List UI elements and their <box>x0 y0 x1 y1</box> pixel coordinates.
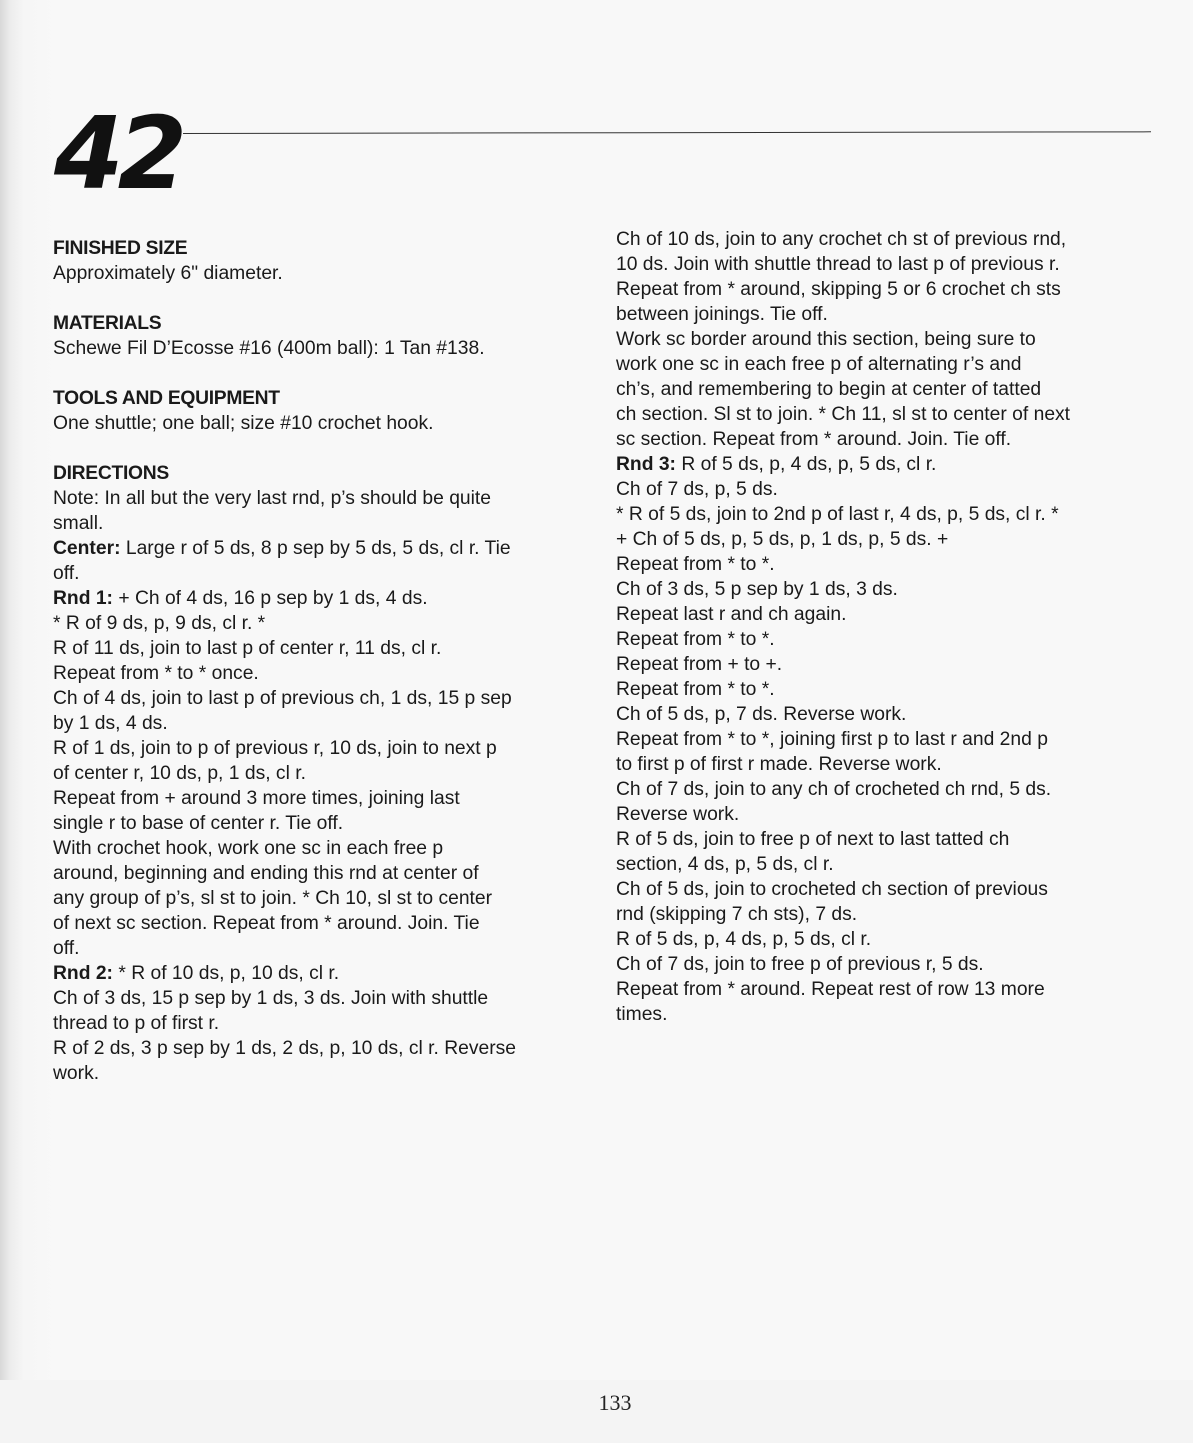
round-label: Rnd 3: <box>616 454 676 475</box>
direction-text: sc section. Repeat from * around. Join. Tie off. <box>616 429 1012 450</box>
direction-line <box>53 661 598 686</box>
direction-text: single r to base of center r. Tie off. <box>53 813 344 834</box>
direction-text: + Ch of 5 ds, p, 5 ds, p, 1 ds, p, 5 ds. + <box>616 529 949 550</box>
direction-line <box>616 377 1161 402</box>
direction-line <box>616 252 1161 277</box>
direction-line <box>53 486 598 511</box>
direction-line <box>53 586 598 611</box>
tools-section <box>53 386 598 436</box>
direction-line <box>53 1061 598 1086</box>
direction-line <box>616 852 1161 877</box>
direction-text: times. <box>616 1004 668 1025</box>
direction-line <box>616 802 1161 827</box>
tools-text: One shuttle; one ball; size #10 crochet hook. <box>53 413 434 434</box>
direction-text: R of 2 ds, 3 p sep by 1 ds, 2 ds, p, 10 ds, cl r. Reverse <box>53 1038 516 1059</box>
direction-line <box>616 777 1161 802</box>
finished-size-heading: FINISHED SIZE <box>53 238 188 259</box>
direction-line <box>616 627 1161 652</box>
direction-text: work one sc in each free p of alternating r’s and <box>616 354 1022 375</box>
direction-text: With crochet hook, work one sc in each free p <box>53 838 444 859</box>
direction-line <box>53 786 598 811</box>
direction-line <box>616 877 1161 902</box>
direction-line <box>53 711 598 736</box>
direction-text: Repeat from * around, skipping 5 or 6 crochet ch sts <box>616 279 1061 300</box>
direction-text: + Ch of 4 ds, 16 p sep by 1 ds, 4 ds. <box>112 588 428 609</box>
direction-text: Repeat from * to *. <box>616 629 775 650</box>
direction-line <box>53 961 598 986</box>
finished-size-text: Approximately 6" diameter. <box>53 263 283 284</box>
direction-text: Ch of 7 ds, p, 5 ds. <box>616 479 778 500</box>
direction-text: R of 1 ds, join to p of previous r, 10 ds, join to next p <box>53 738 497 759</box>
round-label: Rnd 1: <box>53 588 113 609</box>
direction-line <box>616 402 1161 427</box>
direction-text: ch section. Sl st to join. * Ch 11, sl st to center of next <box>616 404 1071 425</box>
direction-text: Repeat from * to *. <box>616 679 775 700</box>
direction-text: Ch of 5 ds, join to crocheted ch section of previous <box>616 879 1048 900</box>
direction-line <box>53 886 598 911</box>
materials-heading: MATERIALS <box>53 313 162 334</box>
header-rule <box>183 131 1151 134</box>
directions-section <box>53 461 598 1086</box>
direction-text: around, beginning and ending this rnd at center of <box>53 863 479 884</box>
right-column <box>616 227 1161 1027</box>
direction-line <box>616 427 1161 452</box>
direction-text: of next sc section. Repeat from * around. Join. Tie <box>53 913 480 934</box>
direction-text: Repeat from * to * once. <box>53 663 259 684</box>
direction-text: off. <box>53 563 80 584</box>
direction-text: Repeat from + to +. <box>616 654 783 675</box>
round-label: Rnd 2: <box>53 963 113 984</box>
direction-text: Ch of 4 ds, join to last p of previous ch, 1 ds, 15 p sep <box>53 688 512 709</box>
direction-line <box>53 736 598 761</box>
direction-line <box>53 611 598 636</box>
direction-line <box>616 927 1161 952</box>
direction-line <box>616 277 1161 302</box>
direction-text: R of 5 ds, join to free p of next to last tatted ch <box>616 829 1010 850</box>
direction-line <box>616 652 1161 677</box>
direction-line <box>616 827 1161 852</box>
pattern-number: 42 <box>54 95 182 212</box>
direction-line <box>616 677 1161 702</box>
direction-text: * R of 9 ds, p, 9 ds, cl r. * <box>53 613 266 634</box>
direction-text: work. <box>53 1063 100 1084</box>
direction-text: Repeat from + around 3 more times, joining last <box>53 788 460 809</box>
direction-text: between joinings. Tie off. <box>616 304 828 325</box>
direction-text: Ch of 7 ds, join to any ch of crocheted ch rnd, 5 ds. <box>616 779 1052 800</box>
direction-text: Repeat from * to *, joining first p to last r and 2nd p <box>616 729 1048 750</box>
direction-line <box>53 761 598 786</box>
direction-text: Work sc border around this section, being sure to <box>616 329 1036 350</box>
direction-text: thread to p of first r. <box>53 1013 220 1034</box>
direction-text: of center r, 10 ds, p, 1 ds, cl r. <box>53 763 306 784</box>
direction-line <box>616 352 1161 377</box>
direction-line <box>53 1011 598 1036</box>
direction-text: Repeat from * around. Repeat rest of row 13 more <box>616 979 1045 1000</box>
direction-line <box>53 511 598 536</box>
direction-text: ch’s, and remembering to begin at center of tatted <box>616 379 1042 400</box>
direction-text: Ch of 3 ds, 5 p sep by 1 ds, 3 ds. <box>616 579 898 600</box>
direction-text: R of 11 ds, join to last p of center r, 11 ds, cl r. <box>53 638 442 659</box>
direction-line <box>616 327 1161 352</box>
directions-right-lines <box>616 227 1161 1027</box>
direction-line <box>53 986 598 1011</box>
direction-line <box>616 702 1161 727</box>
direction-text: small. <box>53 513 104 534</box>
direction-line <box>53 561 598 586</box>
direction-line <box>53 1036 598 1061</box>
direction-text: by 1 ds, 4 ds. <box>53 713 168 734</box>
direction-line <box>616 902 1161 927</box>
direction-line <box>53 686 598 711</box>
direction-text: R of 5 ds, p, 4 ds, p, 5 ds, cl r. <box>675 454 937 475</box>
direction-text: Repeat last r and ch again. <box>616 604 847 625</box>
direction-line <box>53 811 598 836</box>
direction-line <box>616 302 1161 327</box>
direction-line <box>616 752 1161 777</box>
direction-line <box>53 911 598 936</box>
direction-text: Ch of 7 ds, join to free p of previous r, 5 ds. <box>616 954 984 975</box>
direction-line <box>53 936 598 961</box>
direction-text: Ch of 3 ds, 15 p sep by 1 ds, 3 ds. Join with shuttle <box>53 988 489 1009</box>
direction-line <box>53 636 598 661</box>
direction-line <box>53 861 598 886</box>
direction-line <box>616 527 1161 552</box>
direction-text: rnd (skipping 7 ch sts), 7 ds. <box>616 904 858 925</box>
round-label: Center: <box>53 538 121 559</box>
tools-heading: TOOLS AND EQUIPMENT <box>53 388 280 409</box>
directions-left-lines <box>53 486 598 1086</box>
materials-text: Schewe Fil D’Ecosse #16 (400m ball): 1 Tan #138. <box>53 338 485 359</box>
direction-line <box>616 227 1161 252</box>
direction-text: Large r of 5 ds, 8 p sep by 5 ds, 5 ds, cl r. Tie <box>120 538 511 559</box>
direction-text: to first p of first r made. Reverse work. <box>616 754 942 775</box>
direction-text: * R of 10 ds, p, 10 ds, cl r. <box>112 963 340 984</box>
direction-line <box>616 952 1161 977</box>
direction-line <box>616 602 1161 627</box>
direction-line <box>616 1002 1161 1027</box>
direction-line <box>53 536 598 561</box>
direction-text: * R of 5 ds, join to 2nd p of last r, 4 ds, p, 5 ds, cl r. * <box>616 504 1059 525</box>
direction-text: any group of p’s, sl st to join. * Ch 10, sl st to center <box>53 888 493 909</box>
direction-line <box>616 502 1161 527</box>
direction-text: off. <box>53 938 80 959</box>
direction-line <box>616 977 1161 1002</box>
direction-text: 10 ds. Join with shuttle thread to last p of previous r. <box>616 254 1060 275</box>
direction-text: Reverse work. <box>616 804 740 825</box>
direction-text: section, 4 ds, p, 5 ds, cl r. <box>616 854 834 875</box>
finished-size-section <box>53 236 598 286</box>
direction-line <box>616 577 1161 602</box>
left-column <box>53 236 598 1086</box>
direction-text: Ch of 5 ds, p, 7 ds. Reverse work. <box>616 704 907 725</box>
directions-heading: DIRECTIONS <box>53 463 169 484</box>
direction-line <box>616 552 1161 577</box>
direction-text: Repeat from * to *. <box>616 554 775 575</box>
direction-line <box>616 477 1161 502</box>
materials-section <box>53 311 598 361</box>
direction-text: Ch of 10 ds, join to any crochet ch st of previous rnd, <box>616 229 1067 250</box>
direction-line <box>53 836 598 861</box>
direction-line <box>616 727 1161 752</box>
direction-text: R of 5 ds, p, 4 ds, p, 5 ds, cl r. <box>616 929 872 950</box>
page-number: 133 <box>598 1390 632 1415</box>
direction-text: Note: In all but the very last rnd, p’s should be quite <box>53 488 492 509</box>
direction-line <box>616 452 1161 477</box>
